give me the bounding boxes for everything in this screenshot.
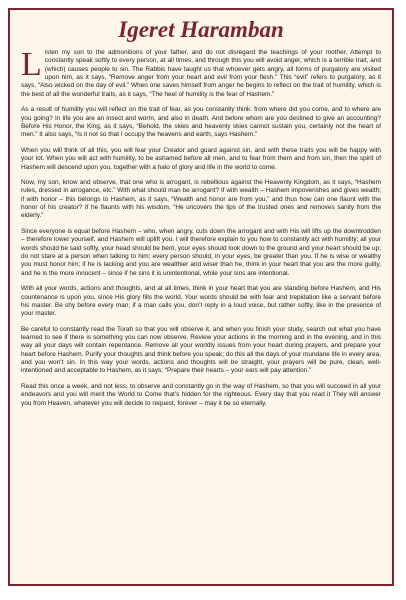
document-title: Igeret Haramban: [118, 17, 284, 42]
paragraph-1-text: isten my son to the admonitions of your father, and do not disregard the teachings of your mother. Attempt to constantly speak softly to every person, at all times, and through this you will avoid anger, which is a terrible trait, and (which) causes people to sin. The Rabbis have taught us that whoever gets angry, all forms of purgatory are visited upon him, as it says, “Remove anger from your heart and evil from your flesh.” This “evil” refers to purgatory, as it says, “Also wicked on the day of evil.” When one saves himself from anger he begins to reflect on the trait of humility, which is the best of all the wonderful traits, as it says, “The heel of humility is the fear of Hashem.”: [21, 49, 381, 98]
paragraph-7: Be careful to constantly read the Torah so that you will observe it, and when you finish your study, search out what you have learned to see if there is something you can now observe. Review your actions in the morning and in the evening, and in this way all your days will contain repentance. Remove all your worldly issues from your heart during prayers, and prepare your heart before Hashem. Purify your thoughts and think before you speak; do this all the days of your mundane life in every area, and you won’t sin. In this way your words, actions and thoughts will be straight, your prayers will be pure, clean, well-intentioned and acceptable to Hashem, as it says, “Prepare their hearts – your ears will pay attention.”: [21, 325, 381, 375]
paragraph-2: As a result of humility you will reflect on the trait of fear, as you constantly think: from where did you come, and to where are you going? In life you are an insect and worm, and also in death. And before whom are you destined to give an accounting? Before His Honor, the King, as it says, “Behold, the skies and heavenly skies cannot sustain you, certainly not the heart of men.” It also says, “Is it not so that I occupy the heavens and earth, says Hashem.”: [21, 106, 381, 139]
paragraph-5: Since everyone is equal before Hashem – who, when angry, cuts down the arrogant and with His will lifts up the downtrodden – therefore lower yourself, and Hashem will uplift you. I will therefore explain to you how to constantly act with humility; all your words should be said softly, your head should be bent, your eyes should look down to the ground and your heart should be up; do not stare at a person when talking to him; every person should, in your eyes, be greater than you. If he is wise or wealthy you must honor him; if he is lacking and you are wealthier and wiser than he, think in your heart that you are the more guilty, and he is the more innocent – since if he sins it is unintentional, while your sins are intentional.: [21, 227, 381, 277]
paragraph-3: When you will think of all this, you will fear your Creator and guard against sin, and with these traits you will be happy with your lot. When you will act with humility, to be ashamed before all men, and to fear from them and from sin, then the spirit of Hashem will descend upon you, together with a halo of glory and life in the world to come.: [21, 146, 381, 171]
paragraph-1: [21, 46, 381, 99]
paragraph-8: Read this once a week, and not less, to observe and constantly go in the way of Hashem, so that you will succeed in all your endeavors and you will merit the World to Come that’s hidden for the righteous. Every day that you read it They will answer you from Heaven, whatever you will decide to request, forever – may it be so eternally.: [21, 383, 381, 407]
document-frame: [8, 8, 394, 586]
paragraph-6: With all your words, actions and thoughts, and at all times, think in your heart that you are standing before Hashem, and His countenance is upon you, since His glory fills the world. Your words should be with fear and trepidation like a servant before his master. Be shy before every man; if a man calls you, don’t reply in a loud voice, but rather softly, like in the presence of your master.: [21, 285, 381, 318]
drop-cap-letter: L: [21, 46, 42, 83]
paragraph-4: Now, my son, know and observe, that one who is arrogant, is rebellious against the Heavenly Kingdom, as it says, “Hashem rules, dressed in arrogance, etc.” With what should man be arrogant? If with wealth – Hashem impoverishes and gives wealth; if with honor – this belongs to Hashem, as it says, “Wealth and honor are from you,” and thus how can one flaunt with the honor of his creator? If he flaunts with his wisdom, “He uncovers the lips of the trusted ones and removes sanity from the elderly.”: [21, 179, 381, 220]
